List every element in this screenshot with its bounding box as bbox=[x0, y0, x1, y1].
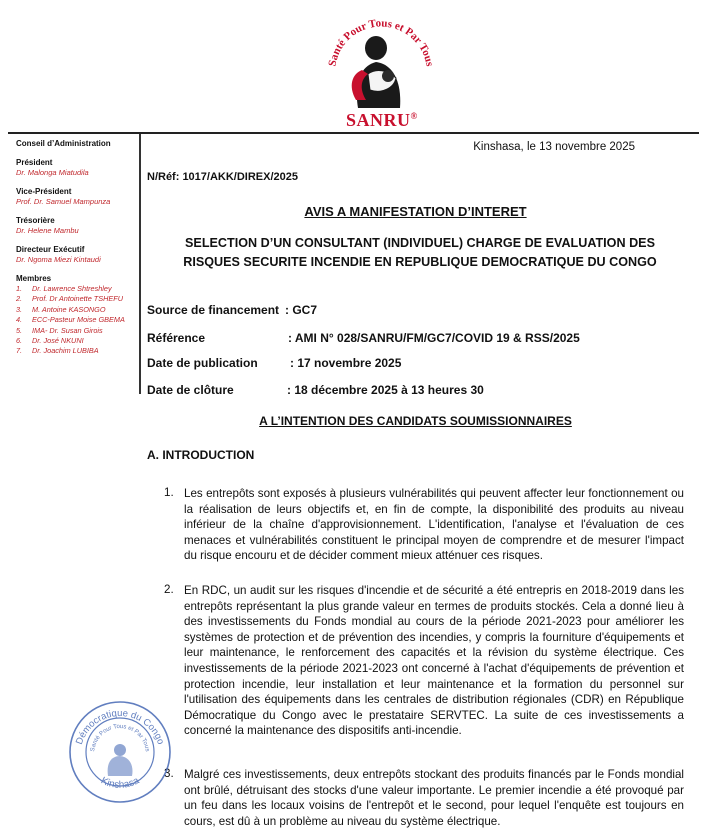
place-date: Kinshasa, le 13 novembre 2025 bbox=[473, 141, 635, 153]
sanru-emblem-icon bbox=[318, 4, 444, 122]
board-sidebar bbox=[16, 139, 138, 366]
member-item: 4. ECC-Pasteur Moise GBEMA bbox=[16, 315, 125, 325]
paragraph-3: Malgré ces investissements, deux entrepôts stockant des produits financés par le Fonds mondial ont brûlé, détruisant des stocks d'une valeur importante. Le premier incendie a été provoqué par un feu dans les locaux voisins de l'entrepôt et le second, pour lequel l'enquête est toujours en cours, est dû à un problème au niveau du système électrique. bbox=[184, 768, 684, 828]
svg-text:Démocratique du Congo: Démocratique du Congo bbox=[73, 707, 167, 747]
document-subtitle: SELECTION D’UN CONSULTANT (INDIVIDUEL) CHARGE DE EVALUATION DES RISQUES SECURITE INCENDIE EN REPUBLIQUE DEMOCRATIQUE DU CONGO bbox=[183, 236, 657, 269]
svg-text:Santé Pour Tous et Par Tous: Santé Pour Tous et Par Tous bbox=[90, 723, 150, 753]
logo-motto: Santé Pour Tous et Par Tous bbox=[326, 17, 436, 68]
document-title: AVIS A MANIFESTATION D’INTERET bbox=[304, 204, 527, 219]
member-item: 5. IMA- Dr. Susan Girois bbox=[16, 325, 103, 335]
sidebar-title: Conseil d’Administration bbox=[16, 139, 111, 148]
sidebar-group-members: Membres 1. Dr. Lawrence Shtreshley 2. Prof. Dr Antoinette TSHEFU 3. M. Antoine KASONGO 4. ECC-Pasteur Moise GBEMA 5. IMA- Dr. Susan Girois 6. Dr. José NKUNI 7. Dr. Joachim LUBIBA bbox=[16, 274, 138, 357]
member-item: 3. M. Antoine KASONGO bbox=[16, 304, 106, 314]
paragraph-number: 2. bbox=[164, 583, 174, 596]
audience-heading: A L’INTENTION DES CANDIDATS SOUMISSIONNAIRES bbox=[259, 414, 572, 428]
paragraph-number: 1. bbox=[164, 486, 174, 499]
member-item: 6. Dr. José NKUNI bbox=[16, 336, 84, 346]
header-divider bbox=[8, 132, 699, 134]
section-title: A. INTRODUCTION bbox=[147, 448, 255, 462]
svg-text:Kinshasa: Kinshasa bbox=[99, 775, 142, 791]
stamp-seal-icon bbox=[68, 700, 172, 804]
logo-name: SANRU® bbox=[346, 110, 418, 130]
paragraph-1: Les entrepôts sont exposés à plusieurs vulnérabilités qui peuvent affecter leur fonctionnement ou la réalisation de leurs objectifs et, en fin de compte, la disponibilité des produits au niveau inférieur de la chaîne d'approvisionnement. L'identification, l'analyse et l'évaluation de ces menaces et vulnérabilités constituent le principal moyen de comprendre et de mesurer l'impact du risque encouru et de décider comment mieux atténuer ces risques. bbox=[184, 487, 684, 563]
paragraph-number: 3. bbox=[164, 767, 174, 780]
member-item: 1. Dr. Lawrence Shtreshley bbox=[16, 284, 112, 293]
official-stamp bbox=[68, 700, 172, 804]
sidebar-group-vice-president: Vice-Président Prof. Dr. Samuel Mampunza bbox=[16, 187, 111, 206]
member-item: 2. Prof. Dr Antoinette TSHEFU bbox=[16, 294, 123, 304]
sidebar-group-president: Président Dr. Malonga Miatudila bbox=[16, 158, 89, 177]
sanru-logo bbox=[318, 4, 444, 122]
sidebar-group-executive-director: Directeur Exécutif Dr. Ngoma Miezi Kintaudi bbox=[16, 245, 101, 264]
member-item: 7. Dr. Joachim LUBIBA bbox=[16, 346, 99, 356]
paragraph-2: En RDC, un audit sur les risques d'incendie et de sécurité a été entrepris en 2018-2019 dans les entrepôts représentant la plus grande valeur en termes de produits stockés. Cela a donné lieu à des investissements du Fonds mondial au cours de la période 2021-2023 pour améliorer les systèmes de protection et de prévention des incendies, y compris la fourniture d'équipements et leur maintenance, le renforcement des capacités et la révision du système électrique. Ces investissements de la période 2021-2023 ont concerné à l'achat d'équipements de prévention et protection incendie, leur installation et leur maintenance et la formation du personnel sur l'utilisation des équipements dans les centrales de distribution régionales (CDR) en République Démocratique du Congo avec le prestataire SERVTEC. La suite de ces investissements a concerné la maintenance des dispositifs anti-incendie. bbox=[184, 584, 684, 738]
sidebar-divider bbox=[139, 134, 141, 394]
reference-number: N/Réf: 1017/AKK/DIREX/2025 bbox=[147, 171, 299, 183]
members-list bbox=[16, 284, 138, 357]
sidebar-group-treasurer: Trésorière Dr. Helene Mambu bbox=[16, 216, 79, 235]
